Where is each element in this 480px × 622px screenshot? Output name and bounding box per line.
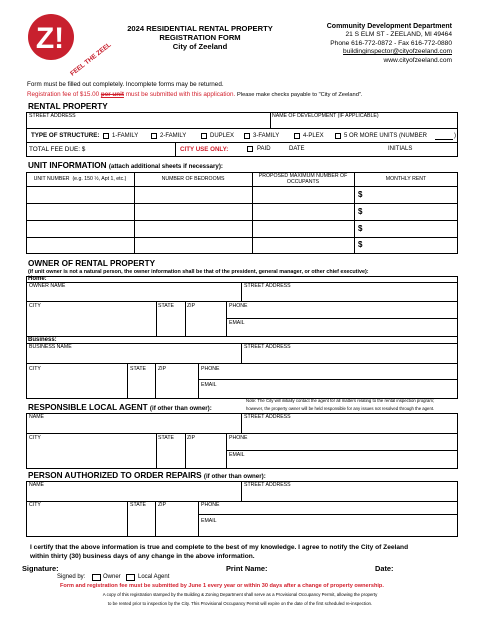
owner-div-c <box>185 301 186 336</box>
type-3family-label: 3-FAMILY <box>253 133 280 139</box>
business-name-label: BUSINESS NAME <box>29 344 72 350</box>
type-2family-checkbox[interactable] <box>151 133 157 139</box>
agent-div-b <box>156 433 157 469</box>
business-email-label: EMAIL <box>201 382 217 388</box>
development-name-label: NAME OF DEVELOPMENT (IF APPLICABLE) <box>272 113 379 119</box>
type-duplex-checkbox[interactable] <box>201 133 207 139</box>
owner-state-label: STATE <box>158 303 174 309</box>
repairs-line-b <box>198 514 458 515</box>
owner-line-f <box>26 363 458 364</box>
owner-div-a <box>241 282 242 301</box>
owner-line-g <box>198 379 458 380</box>
repairs-table <box>26 481 458 537</box>
col-unit-number <box>26 176 134 182</box>
fee-text-a: Registration fee of $15.00 <box>27 91 101 98</box>
unit-info-title: UNIT INFORMATION <box>28 161 107 170</box>
owner-phone-label: PHONE <box>229 303 248 309</box>
unit-col-div-3 <box>354 172 355 254</box>
date-label: DATE <box>289 146 305 152</box>
agent-div-d <box>226 433 227 469</box>
dept-phone: Phone 616-772-0872 - Fax 616-772-0880 <box>330 39 452 47</box>
owner-email-label: EMAIL <box>229 320 245 326</box>
print-name-label: Print Name: <box>226 564 268 573</box>
fee-per-unit: per unit <box>100 91 124 98</box>
agent-line-a <box>26 433 458 434</box>
type-4plex-label: 4-PLEX <box>303 133 324 139</box>
form-title <box>110 24 290 51</box>
business-label: Business: <box>28 337 57 343</box>
owner-div-b <box>156 301 157 336</box>
agent-city-label: CITY <box>29 435 41 441</box>
owner-heading: OWNER OF RENTAL PROPERTY <box>28 259 156 268</box>
signed-by-owner-checkbox[interactable] <box>92 574 101 581</box>
paid-checkbox[interactable] <box>247 146 253 152</box>
unit-info-table <box>26 172 458 254</box>
type-5plus-label: 5 OR MORE UNITS (NUMBER <box>344 133 428 139</box>
agent-title: RESPONSIBLE LOCAL AGENT <box>28 403 148 412</box>
type-2family-label: 2-FAMILY <box>160 133 187 139</box>
col-occupants: PROPOSED MAXIMUM NUMBER OF OCCUPANTS <box>258 173 348 185</box>
signed-by-label: Signed by: <box>57 574 86 580</box>
fee-divider <box>175 142 176 157</box>
agent-div-c <box>185 433 186 469</box>
agent-table <box>26 413 458 469</box>
certification-text <box>30 543 408 561</box>
unit-col-div-1 <box>134 172 135 254</box>
owner-street-label: STREET ADDRESS <box>244 283 291 289</box>
repairs-name-label: NAME <box>29 482 44 488</box>
col-unit-number-label: UNIT NUMBER <box>33 176 70 182</box>
initials-label: INITIALS <box>388 146 413 152</box>
unit-col-div-2 <box>252 172 253 254</box>
title-line-3: City of Zeeland <box>172 42 228 51</box>
footer-line-2: to be rented prior to inspection by the City. This Provisional Occupancy Permit will expire on the date of the first scheduled re-inspection. <box>107 601 373 606</box>
street-address-label: STREET ADDRESS <box>29 113 76 119</box>
unit-info-sub: (attach additional sheets if necessary): <box>108 163 223 170</box>
agent-note-2: however, the property owner will be held responsible for any issues not resolved through the agent. <box>246 406 435 411</box>
unit-row-line-2 <box>26 220 458 221</box>
agent-street-label: STREET ADDRESS <box>244 414 291 420</box>
repairs-city-label: CITY <box>29 502 41 508</box>
owner-zip-label: ZIP <box>187 303 196 309</box>
unit-header-line <box>26 186 458 187</box>
total-fee-input[interactable] <box>82 146 170 154</box>
owner-table <box>26 276 458 399</box>
dept-email-link[interactable]: buildinginspector@cityofzeeland.com <box>343 48 452 56</box>
agent-line-b <box>226 450 458 451</box>
repairs-line-a <box>26 501 458 502</box>
footer-line-1: A copy of this registration stamped by the Building & Zoning Department shall serve as a Provisional Occupancy Permit, allowing the property <box>102 592 378 597</box>
agent-state-label: STATE <box>158 435 174 441</box>
zeeland-logo-mark <box>28 14 113 80</box>
col-monthly-rent: MONTHLY RENT <box>385 176 427 182</box>
agent-sub: (if other than owner): <box>149 405 212 412</box>
agent-note-1: Note: The City will initially contact the agent for all matters relating to the rental inspection program; <box>246 398 435 403</box>
business-street-label: STREET ADDRESS <box>244 344 291 350</box>
footer-deadline: Form and registration fee must be submitted by June 1 every year or within 30 days after a change of property ownership. <box>60 583 384 589</box>
dept-website-link[interactable]: www.cityofzeeland.com <box>383 56 452 64</box>
cert-line-1: I certify that the above information is true and complete to the best of my knowledge. I agree to notify the City of Zeeland <box>30 544 409 551</box>
paid-label: PAID <box>257 146 271 152</box>
owner-line-e <box>26 343 458 344</box>
rent-dollar-3: $ <box>358 224 363 233</box>
owner-div-e <box>241 343 242 363</box>
business-phone-label: PHONE <box>201 366 220 372</box>
sig-date-label: Date: <box>375 564 394 573</box>
total-fee-label: TOTAL FEE DUE: $ <box>29 146 86 153</box>
type-duplex-label: DUPLEX <box>210 133 235 139</box>
fee-text-c: must be submitted with this application. <box>123 91 236 98</box>
title-line-2: REGISTRATION FORM <box>159 33 241 42</box>
rp-row-line-2 <box>26 142 458 143</box>
city-logo <box>28 14 113 78</box>
business-state-label: STATE <box>130 366 146 372</box>
type-1family-label: 1-FAMILY <box>112 133 139 139</box>
initials-input[interactable] <box>418 146 456 154</box>
rp-divider <box>270 112 271 128</box>
print-name-field[interactable] <box>272 564 372 572</box>
agent-email-label: EMAIL <box>229 452 245 458</box>
repairs-heading <box>28 471 266 480</box>
home-label: Home: <box>28 276 47 282</box>
date-input[interactable] <box>310 146 385 154</box>
dept-contact <box>290 23 452 65</box>
rp-row-line <box>26 128 458 129</box>
type-1family-checkbox[interactable] <box>103 133 109 139</box>
owner-line-a <box>26 282 458 283</box>
repairs-email-label: EMAIL <box>201 518 217 524</box>
agent-div-a <box>241 413 242 433</box>
rent-dollar-1: $ <box>358 190 363 199</box>
type-5plus-checkbox[interactable] <box>335 133 341 139</box>
business-city-label: CITY <box>29 366 41 372</box>
rental-property-heading: RENTAL PROPERTY <box>28 102 108 111</box>
agent-phone-label: PHONE <box>229 435 248 441</box>
dept-name: Community Development Department <box>326 23 452 30</box>
repairs-phone-label: PHONE <box>201 502 220 508</box>
checks-payable: Please make checks payable to "City of Zeeland". <box>237 92 363 98</box>
title-line-1: 2024 RESIDENTIAL RENTAL PROPERTY <box>127 24 273 33</box>
repairs-zip-label: ZIP <box>158 502 167 508</box>
unit-info-heading <box>28 161 223 170</box>
col-unit-number-eg: (e.g. 150 ½, Apt 1, etc.) <box>72 176 127 182</box>
type-3family-checkbox[interactable] <box>244 133 250 139</box>
signed-by-agent-checkbox[interactable] <box>126 574 135 581</box>
repairs-div-d <box>198 501 199 537</box>
dept-address: 21 S ELM ST - ZEELAND, MI 49464 <box>345 31 452 39</box>
repairs-state-label: STATE <box>130 502 146 508</box>
repairs-div-a <box>241 481 242 501</box>
agent-zip-label: ZIP <box>187 435 196 441</box>
owner-div-f <box>127 363 128 399</box>
repairs-street-label: STREET ADDRESS <box>244 482 291 488</box>
unit-row-line-1 <box>26 203 458 204</box>
col-bedrooms: NUMBER OF BEDROOMS <box>161 176 225 182</box>
owner-line-c <box>226 318 458 319</box>
development-name-input[interactable] <box>272 119 456 128</box>
type-4plex-checkbox[interactable] <box>294 133 300 139</box>
sig-date-field[interactable] <box>398 564 454 572</box>
repairs-div-c <box>155 501 156 537</box>
repairs-title: PERSON AUTHORIZED TO ORDER REPAIRS <box>28 471 202 480</box>
type-of-structure-label: TYPE OF STRUCTURE: <box>31 132 100 139</box>
agent-heading <box>28 403 212 412</box>
agent-name-label: NAME <box>29 414 44 420</box>
owner-div-g <box>155 363 156 399</box>
signature-label: Signature: <box>22 564 59 573</box>
owner-line-d <box>26 336 458 337</box>
instructions-line: Form must be filled out completely. Incomplete forms may be returned. <box>27 81 224 88</box>
fee-notice <box>27 91 362 98</box>
business-zip-label: ZIP <box>158 366 167 372</box>
owner-city-label: CITY <box>29 303 41 309</box>
owner-name-label: OWNER NAME <box>29 283 66 289</box>
unit-count-input[interactable] <box>435 133 453 140</box>
rent-dollar-2: $ <box>358 207 363 216</box>
type-close-paren: ) <box>454 133 456 139</box>
signature-field[interactable] <box>63 564 213 572</box>
owner-line-b <box>26 301 458 302</box>
svg-text:FEEL THE ZEEL: FEEL THE ZEEL <box>69 41 113 78</box>
repairs-div-b <box>127 501 128 537</box>
owner-sub: (if unit owner is not a natural person, the owner information shall be that of the president, general manager, or other chief executive): <box>28 269 369 275</box>
street-address-input[interactable] <box>28 119 268 128</box>
cert-line-2: within thirty (30) business days of any change in the above information. <box>30 553 255 560</box>
svg-text:Z!: Z! <box>35 22 65 55</box>
owner-div-h <box>198 363 199 399</box>
rent-dollar-4: $ <box>358 240 363 249</box>
unit-row-line-3 <box>26 237 458 238</box>
city-use-only-label: CITY USE ONLY: <box>180 146 229 153</box>
signed-by-agent-label: Local Agent <box>138 574 170 580</box>
signed-by-owner-label: Owner <box>103 574 121 580</box>
repairs-sub: (if other than owner): <box>203 473 266 480</box>
